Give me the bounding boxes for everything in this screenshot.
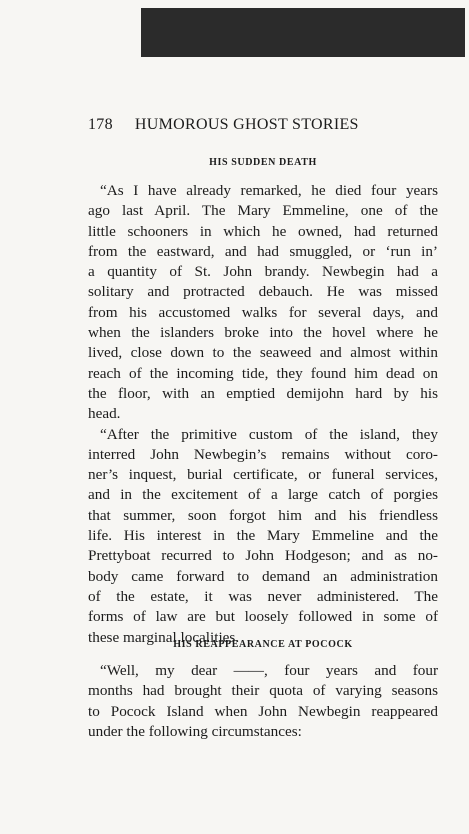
text-line: “After the primitive custom of the island, they <box>100 425 438 443</box>
page-number: 178 <box>88 116 113 133</box>
text-line: under the following circumstances: <box>88 722 302 740</box>
text-line: head. <box>88 405 121 423</box>
text-line: “Well, my dear ——, four years and four <box>100 662 438 679</box>
text-line: body came forward to demand an administration <box>88 567 438 585</box>
text-line: forms of law are but loosely followed in some of <box>88 608 438 626</box>
text-line: ago last April. The Mary Emmeline, one of the <box>88 202 438 220</box>
text-line: reach of the incoming tide, they found him dead on <box>88 364 438 382</box>
text-line: the floor, with an emptied demijohn hard by his <box>88 384 438 402</box>
text-line: a quantity of St. John brandy. Newbegin had a <box>88 263 438 281</box>
text-line: and in the excitement of a large catch of porgies <box>88 486 438 504</box>
text-line: solitary and protracted debauch. He was missed <box>88 283 438 301</box>
text-line: when the islanders broke into the hovel where he <box>88 324 438 342</box>
text-line: life. His interest in the Mary Emmeline and the <box>88 527 438 545</box>
text-line: “As I have already remarked, he died four years <box>100 182 438 199</box>
running-title: HUMOROUS GHOST STORIES <box>134 116 359 133</box>
text-line: Prettyboat recurred to John Hodgeson; and as no- <box>88 547 438 565</box>
section-heading-sudden-death: HIS SUDDEN DEATH <box>209 157 317 168</box>
section-body-sudden-death <box>88 181 438 648</box>
text-line: months had brought their quota of varying seasons <box>88 682 438 700</box>
section-body-reappearance <box>88 661 438 742</box>
text-line: from the eastward, and had smuggled, or ‘run in’ <box>88 242 438 260</box>
text-line: these marginal localities. <box>88 628 240 646</box>
text-line: interred John Newbegin’s remains without coro- <box>88 445 438 463</box>
text-line: little schooners in which he owned, had returned <box>88 222 438 240</box>
text-line: ner’s inquest, burial certificate, or funeral services, <box>88 466 438 484</box>
text-line: lived, close down to the seaweed and almost within <box>88 344 438 362</box>
text-line: of the estate, it was never administered. The <box>88 587 438 605</box>
text-line: that summer, soon forgot him and his friendless <box>88 506 438 524</box>
redaction-bar <box>141 8 465 57</box>
text-line: from his accustomed walks for several days, and <box>88 303 438 321</box>
running-head <box>88 116 438 134</box>
section-heading-reappearance: HIS REAPPEARANCE AT POCOCK <box>173 639 353 650</box>
text-line: to Pocock Island when John Newbegin reappeared <box>88 702 438 720</box>
